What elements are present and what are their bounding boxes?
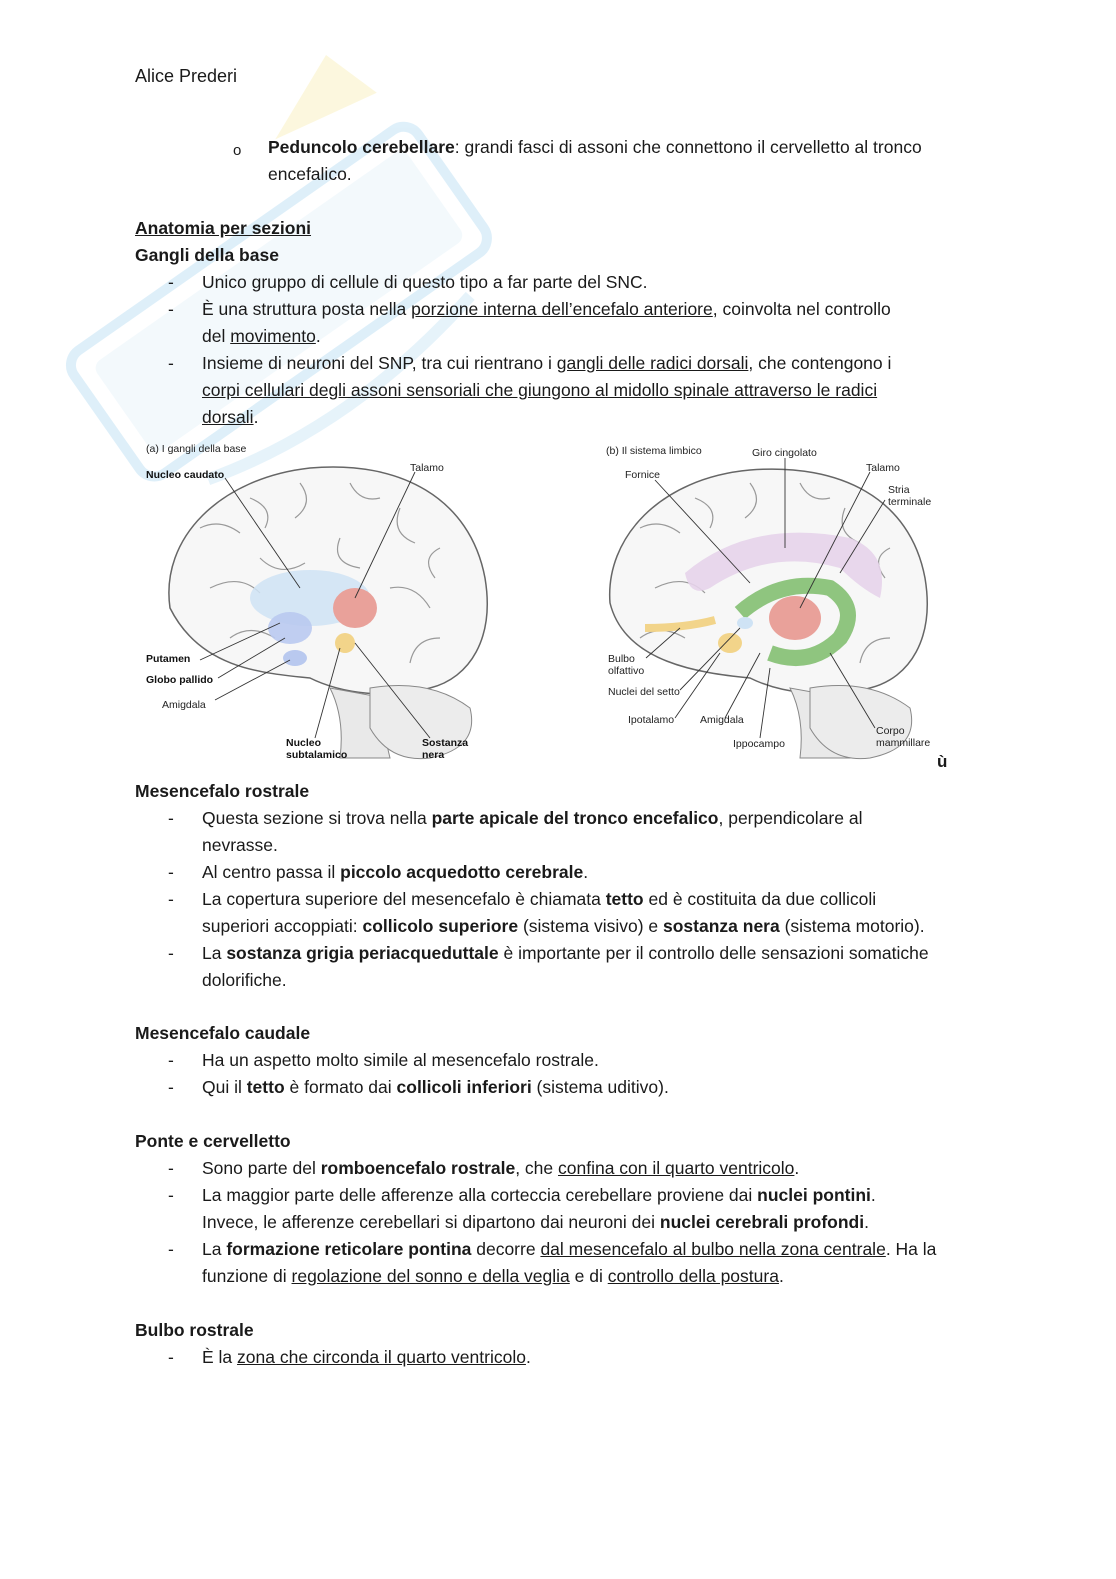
label-nera: nera <box>422 749 445 761</box>
mes-caudale-title: Mesencefalo caudale <box>135 1023 311 1043</box>
peduncolo-text: : grandi fasci di assoni che connettono il cervelletto al tronco <box>454 137 922 157</box>
mes-rostrale-b3: La copertura superiore del mesencefalo è chiamata tetto ed è costituita da due collicoli <box>202 889 877 909</box>
mes-caudale-b2: Qui il tetto è formato dai collicoli inferiori (sistema uditivo). <box>202 1077 669 1097</box>
mes-rostrale-b4-l2: dolorifiche. <box>202 970 287 990</box>
ponte-b3: La formazione reticolare pontina decorre dal mesencefalo al bulbo nella zona centrale. Ha la <box>202 1239 937 1259</box>
mes-rostrale-b2: Al centro passa il piccolo acquedotto cerebrale. <box>202 862 589 882</box>
figure-a-caption: (a) I gangli della base <box>146 443 247 455</box>
mes-rostrale-title: Mesencefalo rostrale <box>135 781 310 801</box>
mes-rostrale-b1: Questa sezione si trova nella parte apicale del tronco encefalico, perpendicolare al <box>202 808 863 828</box>
label-sostanza: Sostanza <box>422 737 469 749</box>
gangli-title: Gangli della base <box>135 245 279 265</box>
gangli-bullet-3-l3: dorsali. <box>202 407 259 427</box>
bullet-dash: - <box>168 862 174 882</box>
bullet-dash: - <box>168 1050 174 1070</box>
bulbo-b1: È la zona che circonda il quarto ventricolo. <box>202 1347 531 1367</box>
mes-caudale-b1: Ha un aspetto molto simile al mesencefalo rostrale. <box>202 1050 599 1070</box>
ponte-title: Ponte e cervelletto <box>135 1131 291 1151</box>
bullet-dash: - <box>168 299 174 319</box>
label-mammillare: mammillare <box>876 737 931 749</box>
ponte-b3-l2: funzione di regolazione del sonno e della veglia e di controllo della postura. <box>202 1266 784 1286</box>
peduncolo-line2: encefalico. <box>268 164 352 184</box>
label-bulbo: Bulbo <box>608 653 635 665</box>
bullet-dash: - <box>168 1158 174 1178</box>
gangli-bullet-2-l2: del movimento. <box>202 326 321 346</box>
label-amigdala-b: Amigdala <box>700 714 744 726</box>
gangli-bullet-1: Unico gruppo di cellule di questo tipo a far parte del SNC. <box>202 272 648 292</box>
label-terminale: terminale <box>888 496 932 508</box>
gangli-bullet-2: È una struttura posta nella porzione interna dell’encefalo anteriore, coinvolta nel controllo <box>202 299 891 319</box>
label-olfattivo: olfattivo <box>608 665 645 677</box>
bulbo-title: Bulbo rostrale <box>135 1320 254 1340</box>
ponte-b2: La maggior parte delle afferenze alla corteccia cerebellare proviene dai nuclei pontini. <box>202 1185 876 1205</box>
bullet-dash: - <box>168 1347 174 1367</box>
gangli-bullet-3-l2: corpi cellulari degli assoni sensoriali che giungono al midollo spinale attraverso le radici <box>202 380 878 400</box>
label-ippocampo: Ippocampo <box>733 738 785 750</box>
label-subtalamico: subtalamico <box>286 749 348 761</box>
ponte-b1: Sono parte del romboencefalo rostrale, che confina con il quarto ventricolo. <box>202 1158 800 1178</box>
peduncolo-term: Peduncolo cerebellare <box>268 137 455 157</box>
mes-rostrale-b1-l2: nevrasse. <box>202 835 278 855</box>
bullet-dash: - <box>168 889 174 909</box>
label-talamo: Talamo <box>410 462 444 474</box>
circle-bullet: o <box>233 142 242 159</box>
section-title: Anatomia per sezioni <box>135 218 312 238</box>
bullet-dash: - <box>168 1239 174 1259</box>
stray-character: ù <box>937 752 948 771</box>
label-globo-pallido: Globo pallido <box>146 674 214 686</box>
peduncolo-line1 <box>268 134 922 161</box>
label-corpo: Corpo <box>876 725 905 737</box>
label-nucleo: Nucleo <box>286 737 322 749</box>
ponte-b2-l2: Invece, le afferenze cerebellari si dipartono dai neuroni dei nuclei cerebrali profondi. <box>202 1212 869 1232</box>
bullet-dash: - <box>168 808 174 828</box>
label-nuclei-setto: Nuclei del setto <box>608 686 680 698</box>
label-ipotalamo: Ipotalamo <box>628 714 675 726</box>
label-stria: Stria <box>888 484 910 496</box>
label-putamen: Putamen <box>146 653 191 665</box>
author-name: Alice Prederi <box>135 66 238 86</box>
bullet-dash: - <box>168 353 174 373</box>
gangli-bullet-3: Insieme di neuroni del SNP, tra cui rientrano i gangli delle radici dorsali, che contengono i <box>202 353 892 373</box>
label-amigdala: Amigdala <box>162 699 206 711</box>
figure-basal-ganglia <box>140 438 520 768</box>
mes-rostrale-b3-l2: superiori accoppiati: collicolo superiore (sistema visivo) e sostanza nera (sistema motorio). <box>202 916 925 936</box>
mes-rostrale-b4: La sostanza grigia periacqueduttale è importante per il controllo delle sensazioni somatiche <box>202 943 929 963</box>
bullet-dash: - <box>168 1077 174 1097</box>
bullet-dash: - <box>168 943 174 963</box>
label-talamo-b: Talamo <box>866 462 900 474</box>
label-giro-cingolato: Giro cingolato <box>752 447 817 459</box>
figure-limbic-system <box>600 438 960 768</box>
bullet-dash: - <box>168 272 174 292</box>
label-nucleo-caudato: Nucleo caudato <box>146 469 225 481</box>
label-fornice: Fornice <box>625 469 661 481</box>
bullet-dash: - <box>168 1185 174 1205</box>
figure-b-caption: (b) Il sistema limbico <box>606 445 702 457</box>
